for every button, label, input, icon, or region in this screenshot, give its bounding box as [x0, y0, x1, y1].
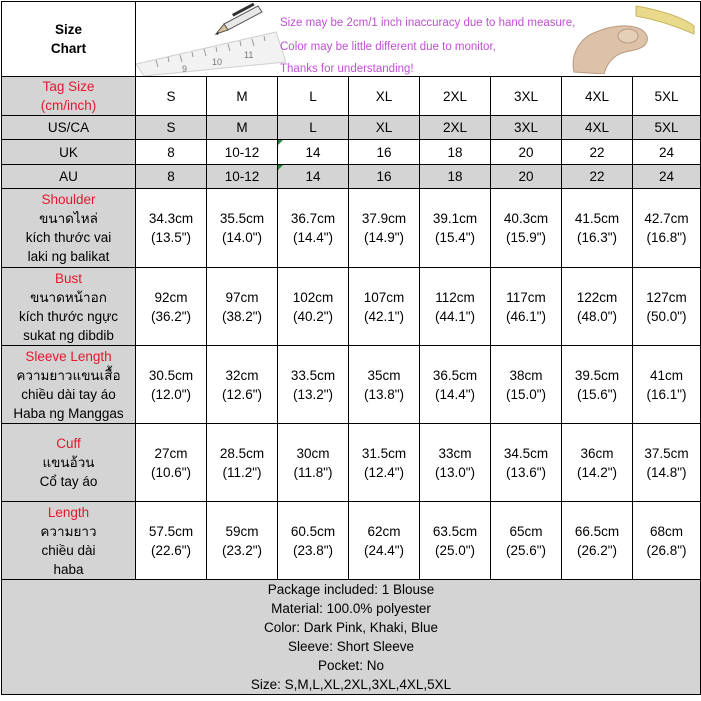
- cell-value: 38cm: [509, 367, 543, 383]
- row-label-sleeve: [2, 346, 136, 424]
- size-cell-sleeve-l: [278, 346, 349, 424]
- cell-value-inch: (26.8"): [646, 542, 687, 558]
- cell-value: 8: [167, 169, 175, 184]
- cell-value: 30cm: [296, 445, 330, 461]
- size-cell-bust-3xl: [491, 268, 562, 346]
- chart-title-line2: Chart: [50, 41, 87, 56]
- row-label-translation: haba: [53, 561, 84, 577]
- cell-value: 32cm: [225, 367, 259, 383]
- size-chart: [1, 1, 700, 695]
- size-cell-sleeve-3xl: [491, 346, 562, 424]
- cell-value: 41.5cm: [574, 211, 620, 226]
- cell-value: 27cm: [154, 445, 188, 461]
- cell-value: 2XL: [442, 120, 468, 135]
- svg-text:10: 10: [212, 57, 223, 67]
- cell-value: 31.5cm: [361, 445, 407, 461]
- row-label-translation: chiều dài: [41, 542, 96, 558]
- cell-value-inch: (14.4"): [434, 386, 476, 402]
- size-cell-uk-5xl: [633, 140, 701, 165]
- size-cell-bust-s: [136, 268, 207, 346]
- svg-text:9: 9: [182, 64, 188, 74]
- cell-value-inch: (13.8"): [363, 386, 405, 402]
- cell-value: 107cm: [363, 289, 405, 305]
- cell-value-inch: (15.0"): [505, 386, 547, 402]
- size-cell-tag-5xl: [633, 77, 701, 116]
- package-info-line: Sleeve: Short Sleeve: [287, 639, 415, 654]
- size-cell-length-5xl: [633, 502, 701, 580]
- size-chart-table: [1, 1, 701, 695]
- cell-value-inch: (15.4"): [434, 230, 476, 245]
- size-cell-shoulder-xl: [349, 189, 420, 268]
- cell-value: 68cm: [649, 523, 683, 539]
- row-label-title: (cm/inch): [40, 98, 97, 113]
- size-cell-bust-m: [207, 268, 278, 346]
- header-row: [2, 2, 701, 77]
- package-info-row: [2, 580, 701, 695]
- cell-value: 35cm: [367, 367, 401, 383]
- size-cell-usca-3xl: [491, 116, 562, 140]
- cell-value-inch: (14.8"): [646, 464, 687, 480]
- cell-value-inch: (50.0"): [646, 308, 687, 324]
- size-cell-tag-xl: [349, 77, 420, 116]
- size-cell-shoulder-s: [136, 189, 207, 268]
- cell-value-inch: (10.6"): [150, 464, 192, 480]
- cell-value-inch: (14.4"): [292, 230, 334, 245]
- cell-value: 2XL: [442, 88, 468, 104]
- row-label-tag: [2, 77, 136, 116]
- cell-value: 16: [376, 144, 392, 160]
- cell-value-inch: (22.6"): [150, 542, 192, 558]
- cell-value-inch: (48.0"): [576, 308, 618, 324]
- size-cell-bust-5xl: [633, 268, 701, 346]
- cell-value: 102cm: [292, 289, 334, 305]
- size-cell-length-4xl: [562, 502, 633, 580]
- cell-value: 62cm: [367, 523, 401, 539]
- size-cell-cuff-5xl: [633, 424, 701, 502]
- size-cell-bust-xl: [349, 268, 420, 346]
- cell-value: 39.1cm: [432, 211, 478, 226]
- row-label-title: Shoulder: [41, 192, 96, 207]
- size-cell-cuff-2xl: [420, 424, 491, 502]
- package-info-line: Size: S,M,L,XL,2XL,3XL,4XL,5XL: [250, 677, 452, 692]
- cell-value-inch: (14.9"): [363, 230, 405, 245]
- cell-value: 10-12: [224, 169, 260, 184]
- cell-value-inch: (26.2"): [576, 542, 618, 558]
- row-label-length: [2, 502, 136, 580]
- size-row-uk: [2, 140, 701, 165]
- row-label-shoulder: [2, 189, 136, 268]
- size-row-shoulder: [2, 189, 701, 268]
- cell-value: 10-12: [224, 144, 260, 160]
- row-label-title: Length: [47, 504, 90, 520]
- size-cell-au-xl: [349, 165, 420, 189]
- size-row-cuff: [2, 424, 701, 502]
- cell-value: 14: [305, 144, 321, 160]
- cell-value: 127cm: [646, 289, 687, 305]
- size-cell-sleeve-2xl: [420, 346, 491, 424]
- size-cell-tag-l: [278, 77, 349, 116]
- cell-value: 30.5cm: [148, 367, 194, 383]
- row-label-translation: kích thước vai: [25, 230, 112, 245]
- cell-value: 112cm: [435, 289, 475, 305]
- cell-value-inch: (16.3"): [576, 230, 618, 245]
- cell-value: 117cm: [506, 289, 546, 305]
- row-label-translation: sukat ng dibdib: [23, 327, 114, 343]
- size-cell-sleeve-m: [207, 346, 278, 424]
- cell-value: 24: [658, 169, 675, 184]
- cell-value-inch: (23.8"): [292, 542, 334, 558]
- size-cell-cuff-l: [278, 424, 349, 502]
- svg-text:11: 11: [244, 50, 254, 60]
- size-row-tag: [2, 77, 701, 116]
- cell-value-inch: (12.0"): [150, 386, 192, 402]
- row-label-title: Bust: [54, 270, 82, 286]
- size-cell-uk-m: [207, 140, 278, 165]
- cell-value-inch: (15.6"): [576, 386, 618, 402]
- cell-value-inch: (12.6"): [221, 386, 263, 402]
- size-cell-au-2xl: [420, 165, 491, 189]
- size-cell-bust-2xl: [420, 268, 491, 346]
- chart-title-line1: Size: [54, 22, 82, 37]
- cell-value-inch: (14.2"): [576, 464, 618, 480]
- size-cell-sleeve-xl: [349, 346, 420, 424]
- cell-value: 37.9cm: [361, 211, 407, 226]
- size-row-au: [2, 165, 701, 189]
- cell-value: 18: [447, 169, 463, 184]
- size-cell-shoulder-3xl: [491, 189, 562, 268]
- cell-value: 41cm: [649, 367, 683, 383]
- cell-value: 36.5cm: [432, 367, 478, 383]
- cell-value-inch: (12.4"): [363, 464, 405, 480]
- cell-value-inch: (40.2"): [292, 308, 334, 324]
- cell-value: L: [309, 88, 317, 104]
- size-cell-cuff-4xl: [562, 424, 633, 502]
- cell-value: 33.5cm: [290, 367, 336, 383]
- size-cell-sleeve-4xl: [562, 346, 633, 424]
- cell-value-inch: (23.2"): [221, 542, 263, 558]
- row-label-uk: [2, 140, 136, 165]
- cell-value: XL: [375, 120, 393, 135]
- cell-value-inch: (38.2"): [221, 308, 263, 324]
- row-label-translation: US/CA: [47, 120, 90, 135]
- package-info-line: Color: Dark Pink, Khaki, Blue: [263, 620, 439, 635]
- size-cell-bust-4xl: [562, 268, 633, 346]
- size-cell-au-l: [278, 165, 349, 189]
- size-cell-au-4xl: [562, 165, 633, 189]
- cell-value: 97cm: [225, 289, 259, 305]
- cell-value: 24: [658, 144, 675, 160]
- package-info: [2, 580, 701, 695]
- cell-value: 20: [518, 144, 534, 160]
- cell-corner-marker: [278, 165, 283, 170]
- cell-value: M: [236, 88, 248, 104]
- cell-value: 3XL: [513, 120, 539, 135]
- row-label-translation: ขนาดหน้าอก: [30, 289, 107, 305]
- row-label-au: [2, 165, 136, 189]
- row-label-bust: [2, 268, 136, 346]
- size-cell-shoulder-l: [278, 189, 349, 268]
- cell-value-inch: (25.0"): [434, 542, 476, 558]
- cell-value: 22: [589, 169, 605, 184]
- package-info-line: Pocket: No: [317, 658, 385, 673]
- cell-value-inch: (13.5"): [150, 230, 192, 245]
- cell-value: 59cm: [225, 523, 259, 539]
- cell-value-inch: (13.6"): [505, 464, 547, 480]
- size-cell-uk-4xl: [562, 140, 633, 165]
- size-cell-au-s: [136, 165, 207, 189]
- cell-value-inch: (36.2"): [150, 308, 192, 324]
- cell-value-inch: (13.0"): [434, 464, 476, 480]
- size-cell-uk-s: [136, 140, 207, 165]
- size-row-usca: [2, 116, 701, 140]
- cell-value-inch: (42.1"): [363, 308, 405, 324]
- size-cell-length-2xl: [420, 502, 491, 580]
- cell-value-inch: (11.8"): [293, 464, 333, 480]
- row-label-translation: UK: [59, 144, 78, 160]
- cell-value: XL: [375, 88, 393, 104]
- cell-value: 3XL: [513, 88, 539, 104]
- size-cell-tag-s: [136, 77, 207, 116]
- size-cell-sleeve-5xl: [633, 346, 701, 424]
- size-cell-bust-l: [278, 268, 349, 346]
- cell-value: 33cm: [438, 445, 472, 461]
- notice-banner: [136, 2, 701, 77]
- size-cell-cuff-xl: [349, 424, 420, 502]
- row-label-translation: แขนอ้วน: [42, 455, 95, 470]
- size-cell-length-3xl: [491, 502, 562, 580]
- cell-value: 37.5cm: [644, 445, 689, 461]
- cell-value: 65cm: [509, 523, 543, 539]
- cell-value: 60.5cm: [290, 523, 336, 539]
- size-cell-cuff-m: [207, 424, 278, 502]
- size-cell-shoulder-5xl: [633, 189, 701, 268]
- cell-value: M: [236, 120, 248, 135]
- cell-value: 122cm: [576, 289, 618, 305]
- row-label-translation: ขนาดไหล่: [39, 211, 98, 226]
- cell-value: L: [309, 120, 317, 135]
- row-label-translation: ความยาว: [40, 523, 97, 539]
- size-cell-sleeve-s: [136, 346, 207, 424]
- size-cell-uk-3xl: [491, 140, 562, 165]
- size-cell-length-m: [207, 502, 278, 580]
- size-cell-tag-3xl: [491, 77, 562, 116]
- size-cell-shoulder-2xl: [420, 189, 491, 268]
- hand-with-tape-illustration: [566, 4, 696, 74]
- row-label-cuff: [2, 424, 136, 502]
- row-label-translation: ความยาวแขนเสื้อ: [16, 367, 121, 383]
- cell-value: 36.7cm: [290, 211, 336, 226]
- size-cell-cuff-3xl: [491, 424, 562, 502]
- size-cell-tag-4xl: [562, 77, 633, 116]
- notice-line-2: Color may be little different due to monitor,: [280, 41, 496, 53]
- size-cell-tag-2xl: [420, 77, 491, 116]
- pencil-ruler-illustration: [136, 2, 286, 76]
- row-label-title: Tag Size: [42, 79, 95, 94]
- size-cell-shoulder-m: [207, 189, 278, 268]
- cell-value: 16: [376, 169, 392, 184]
- cell-value: 42.7cm: [644, 211, 689, 226]
- package-info-line: Package included: 1 Blouse: [267, 582, 435, 597]
- size-cell-au-m: [207, 165, 278, 189]
- size-cell-usca-4xl: [562, 116, 633, 140]
- row-label-translation: kích thước ngực: [19, 308, 118, 324]
- cell-value: 5XL: [654, 120, 679, 135]
- cell-value: 35.5cm: [219, 211, 265, 226]
- cell-value: 36cm: [580, 445, 614, 461]
- row-label-usca: [2, 116, 136, 140]
- cell-value: 4XL: [584, 88, 610, 104]
- cell-value: 14: [305, 169, 321, 184]
- size-cell-usca-m: [207, 116, 278, 140]
- cell-value: S: [166, 120, 176, 135]
- cell-value-inch: (14.0"): [221, 230, 263, 245]
- size-cell-tag-m: [207, 77, 278, 116]
- cell-value-inch: (16.8"): [646, 230, 687, 245]
- size-cell-uk-2xl: [420, 140, 491, 165]
- size-cell-usca-s: [136, 116, 207, 140]
- cell-value: 57.5cm: [148, 523, 194, 539]
- size-cell-au-3xl: [491, 165, 562, 189]
- row-label-translation: laki ng balikat: [27, 249, 110, 264]
- size-cell-length-l: [278, 502, 349, 580]
- cell-value-inch: (16.1"): [646, 386, 687, 402]
- cell-value: S: [166, 88, 176, 104]
- size-cell-uk-xl: [349, 140, 420, 165]
- cell-value: 28.5cm: [219, 445, 265, 461]
- cell-value-inch: (25.6"): [505, 542, 547, 558]
- cell-value: 18: [447, 144, 463, 160]
- row-label-translation: AU: [59, 169, 78, 184]
- size-row-length: [2, 502, 701, 580]
- size-cell-length-s: [136, 502, 207, 580]
- cell-value-inch: (11.2"): [222, 464, 262, 480]
- cell-corner-marker: [278, 140, 283, 145]
- size-cell-usca-l: [278, 116, 349, 140]
- cell-value-inch: (13.2"): [292, 386, 334, 402]
- cell-value-inch: (15.9"): [505, 230, 547, 245]
- cell-value: 92cm: [154, 289, 188, 305]
- row-label-title: Cuff: [56, 436, 81, 451]
- cell-value-inch: (24.4"): [363, 542, 405, 558]
- cell-value: 66.5cm: [574, 523, 620, 539]
- cell-value: 5XL: [654, 88, 679, 104]
- row-label-translation: Cổ tay áo: [39, 474, 98, 489]
- cell-value: 39.5cm: [574, 367, 620, 383]
- cell-value: 34.5cm: [503, 445, 549, 461]
- row-label-translation: chiều dài tay áo: [21, 386, 116, 402]
- cell-value: 22: [589, 144, 605, 160]
- row-label-translation: Haba ng Manggas: [13, 405, 124, 421]
- size-row-sleeve: [2, 346, 701, 424]
- size-cell-uk-l: [278, 140, 349, 165]
- cell-value-inch: (44.1"): [434, 308, 476, 324]
- cell-value: 34.3cm: [148, 211, 194, 226]
- chart-title: [2, 2, 136, 77]
- size-cell-length-xl: [349, 502, 420, 580]
- cell-value: 4XL: [584, 120, 610, 135]
- cell-value: 20: [518, 169, 534, 184]
- package-info-line: Material: 100.0% polyester: [271, 601, 431, 616]
- cell-value: 8: [167, 144, 175, 160]
- cell-value-inch: (46.1"): [505, 308, 547, 324]
- size-cell-usca-5xl: [633, 116, 701, 140]
- size-cell-usca-2xl: [420, 116, 491, 140]
- notice-line-3: Thanks for understanding!: [280, 63, 414, 75]
- size-cell-usca-xl: [349, 116, 420, 140]
- row-label-title: Sleeve Length: [25, 348, 112, 364]
- notice-line-1: Size may be 2cm/1 inch inaccuracy due to hand measure,: [280, 17, 576, 29]
- size-row-bust: [2, 268, 701, 346]
- cell-value: 40.3cm: [503, 211, 549, 226]
- size-cell-au-5xl: [633, 165, 701, 189]
- size-cell-cuff-s: [136, 424, 207, 502]
- size-cell-shoulder-4xl: [562, 189, 633, 268]
- cell-value: 63.5cm: [432, 523, 478, 539]
